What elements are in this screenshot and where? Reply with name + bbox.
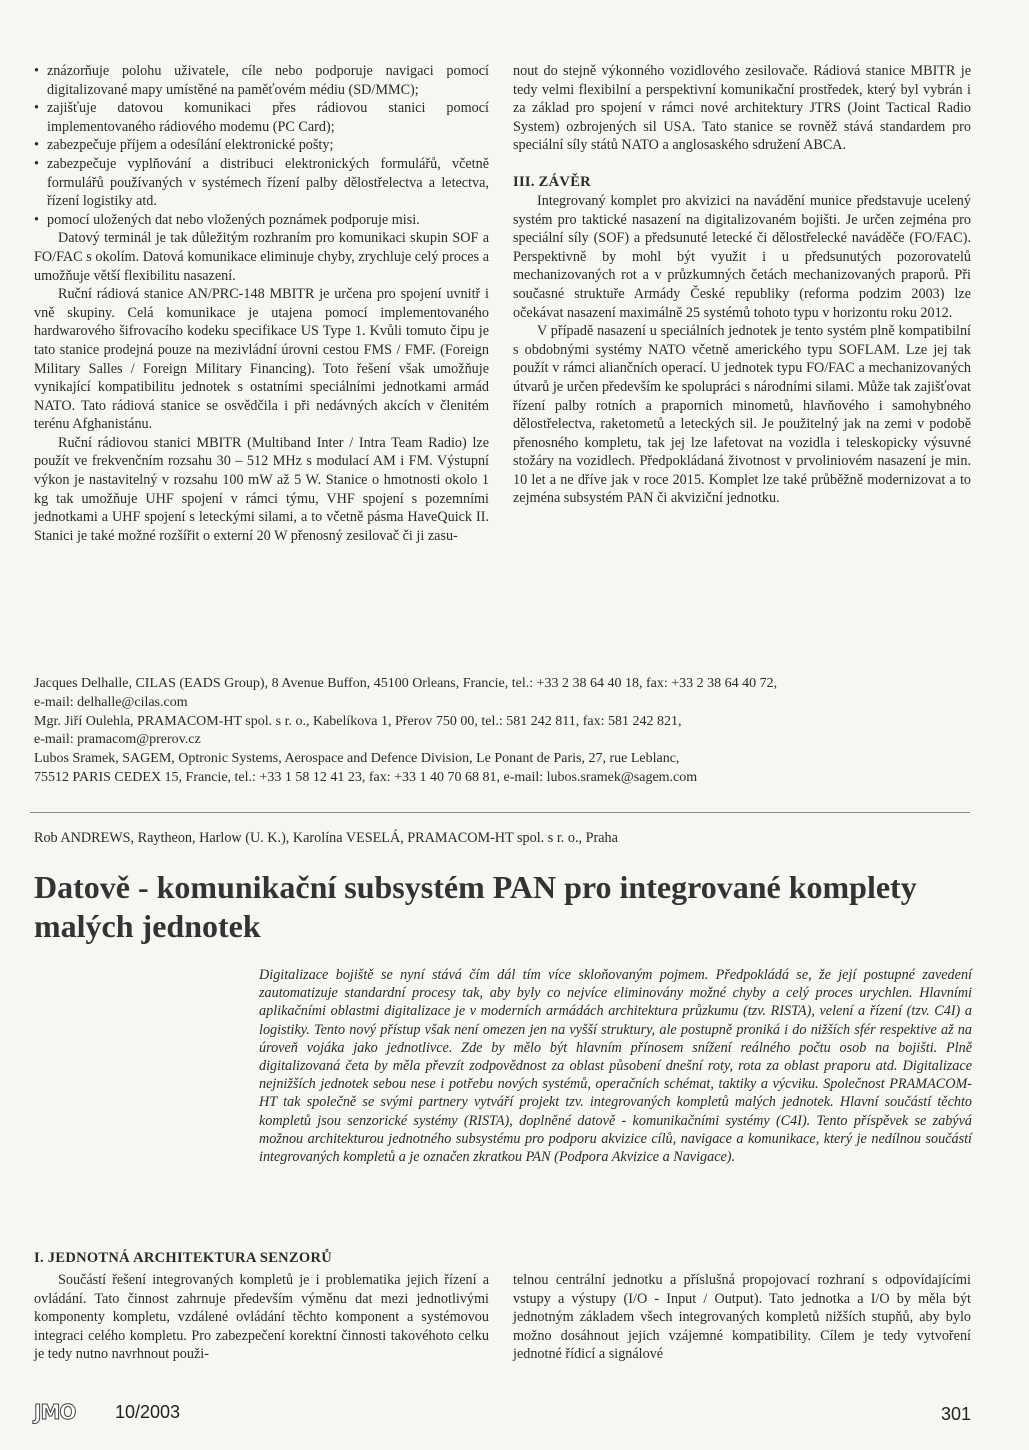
paragraph: Datový terminál je tak důležitým rozhraním pro komunikaci skupin SOF a FO/FAC s okolím. Datová komunikace eliminuje chyby, zrychluje celý proces a umožňuje větší flexibilitu nasazení. [34,230,489,284]
left-column [34,62,489,545]
bullet-item: • zabezpečuje vyplňování a distribuci elektronických formulářů, včetně formulářů používaných v systémech řízení palby dělostřelectva a letectva, řízení logistiky atd. [34,155,489,211]
paragraph-continuation: telnou centrální jednotku a příslušná propojovací rozhraní s odpovídajícími vstupy a výstupy (I/O - Input / Output). Tato jednotka a I/O by měla být jednotným základem všech integrovaných kompletů nižších stupňů, aby bylo možno dosáhnout jejich vzájemné kompatibility. Cílem je tedy vytvoření jednotné řídicí a signálové [513,1272,971,1363]
contact-line: e-mail: delhalle@cilas.com [34,694,188,710]
paragraph: Integrovaný komplet pro akvizici na navádění munice představuje ucelený systém pro taktické nasazení na digitalizovaném bojišti. Je určen zejména pro speciální síly (SOF) a předsunuté letecké či dělostřelecké naváděče (FO/FAC). Perspektivně by mohl být využit i u předsunutých pozorovatelů mechanizovaných rot a v průzkumných četách mechanizovaných praporů. Při současné struktuře Armády České republiky (reforma podzim 2003) lze očekávat nasazení maximálně 25 systémů tohoto typu v horizontu roku 2012. [513,192,971,321]
right-column [513,62,971,508]
contact-line: 75512 PARIS CEDEX 15, Francie, tel.: +33 1 58 12 41 23, fax: +33 1 40 70 68 81, e-mail: lubos.sramek@sagem.com [34,769,698,785]
paragraph: V případě nasazení u speciálních jednotek je tento systém plně kompatibilní s obdobnými systémy NATO včetně amerického typu SOFLAM. Lze jej tak použít v rámci aliančních operací. U jednotek typu FO/FAC a mechanizovaných útvarů je určen především ke spolupráci s národními silami. Může tak zajišťovat řízení palby rotních a prapornich minometů, hlavňového i samohybného dělostřelectva, raketometů a leteckých sil. Je použitelný jak na zemi v podobě přenosného kompletu, tak jej lze lafetovat na vozidla i teleskopicky výsuvné stožáry na vozidlech. Předpokládaná životnost v prvoliniovém nasazení je min. 10 let a ne dříve jak v roce 2015. Komplet lze také průběžně modernizovat a to zejména subsystém PAN či akviziční jednotku. [513,323,971,507]
issue-number: 10/2003 [115,1402,181,1422]
feature-bullet-list [34,62,489,229]
bullet-item: • znázorňuje polohu uživatele, cíle nebo podporuje navigaci pomocí digitalizované mapy umístěné na paměťovém médiu (SD/MMC); [34,62,489,99]
journal-logo: JMO [34,1400,76,1424]
contact-line: Lubos Sramek, SAGEM, Optronic Systems, Aerospace and Defence Division, Le Ponant de Paris, 27, rue Leblanc, [34,751,680,767]
paragraph: Ruční rádiová stanice AN/PRC-148 MBITR je určena pro spojení uvnitř i vně skupiny. Celá komunikace je utajena pomocí implementovaného hardwarového šifrovacího kodeku specifikace US Type 1. Kvůli tomuto čipu je tato stanice prodejná pouze na mezivládní úrovni cestou FMS / FMF. (Foreign Military Salles / Foreign Military Financing). Toto řešení však umožňuje vynikající kompatibilitu jednotek s ostatními speciálními jednotkami armád NATO. Tato rádiová stanice se osvědčila i při nedávných akcích v členitém terénu Afghanistánu. [34,286,489,433]
bullet-item: • zajišťuje datovou komunikaci přes rádiovou stanici pomocí implementovaného rádiového modemu (PC Card); [34,99,489,136]
section-divider [30,812,970,813]
author-contacts [34,675,979,788]
article-authors: Rob ANDREWS, Raytheon, Harlow (U. K.), Karolína VESELÁ, PRAMACOM-HT spol. s r. o., Praha [34,830,618,846]
page-number: 301 [940,1404,971,1424]
bullet-item: • pomocí uložených dat nebo vložených poznámek podporuje misi. [34,211,489,230]
section-heading-conclusion: III. ZÁVĚR [513,173,591,190]
paragraph: Ruční rádiovou stanici MBITR (Multiband Inter / Intra Team Radio) lze použít ve frekvenčním rozsahu 30 – 512 MHz s modulací AM i FM. Výstupní výkon je nastavitelný v rozsahu 100 mW až 5 W. Stanice o hmotnosti okolo 1 kg tak umožňuje UHF spojení v rámci týmu, VHF spojení s pozemními jednotkami a UHF spojení s leteckými silami, a to včetně pásma HaveQuick II. Stanici je také možné rozšířit o externí 20 W přenosný zesilovač či ji zasu- [34,434,489,544]
bullet-item: • zabezpečuje příjem a odesílání elektronické pošty; [34,136,489,155]
article-title: Datově - komunikační subsystém PAN pro integrované komplety malých jednotek [34,869,917,944]
paragraph: Součástí řešení integrovaných kompletů je i problematika jejich řízení a ovládání. Tato činnost zahrnuje především výměnu dat mezi jednotlivými komponenty kompletu, vzdálené ovládání těchto komponent a systémovou integraci celého kompletu. Pro zabezpečení korektní činnosti takovéhoto celku je tedy nutno navrhnout použi- [34,1272,489,1363]
contact-line: e-mail: pramacom@prerov.cz [34,732,201,748]
section-heading: I. JEDNOTNÁ ARCHITEKTURA SENZORŮ [34,1250,333,1266]
contact-line: Mgr. Jiří Oulehla, PRAMACOM-HT spol. s r. o., Kabelíkova 1, Přerov 750 00, tel.: 581 242 811, fax: 581 242 821, [34,713,682,729]
contact-line: Jacques Delhalle, CILAS (EADS Group), 8 Avenue Buffon, 45100 Orleans, Francie, tel.: +33 2 38 64 40 18, fax: +33 2 38 64 40 72, [34,676,778,691]
paragraph-continuation: nout do stejně výkonného vozidlového zesilovače. Rádiová stanice MBITR je tedy velmi flexibilní a perspektivní komunikační prostředek, který byl vybrán i za základ pro spojení v rámci nové architektury JTRS (Joint Tactical Radio System) ozbrojených sil USA. Tato stanice se rovněž stává standardem pro speciální síly států NATO a anglosaského sdružení ABCA. [513,63,971,154]
article-abstract: Digitalizace bojiště se nyní stává čím dál tím více skloňovaným pojmem. Předpokládá se, že její postupné zavedení zautomatizuje standardní procesy tak, aby byly co nejvíce eliminovány možné chyby a celý proces urychlen. Hlavními aplikačními oblastmi digitalizace je v moderních armádách architektura průzkumu (tzv. RISTA), velení a řízení (tzv. C4I) a logistiky. Tento nový přístup však není omezen jen na vyšší struktury, ale postupně proniká i do nižších sfér respektive až na úroveň vojáka jako jednotlivce. Zde by mělo být hlavním přínosem snížení reálného počtu osob na bojišti. Plně digitalizovaná četa by měla převzít zodpovědnost za oblast působení dnešní roty, rota za oblast praporu atd. Digitalizace nejnižších jednotek sebou nese i potřebu nových systémů, operačních schémat, taktiky a výcviku. Společnost PRAMACOM-HT tak společně se svými partnery vytváří projekt tzv. integrovaných kompletů malých jednotek. Hlavní součástí těchto kompletů jsou senzorické systémy (RISTA), doplněné datově - komunikačními systémy (C4I). Tento příspěvek se zabývá možnou architekturou jednotného subsystému pro podporu akvizice cílů, navigace a komunikace, který je nedílnou součástí integrovaných kompletů a je označen zkratkou PAN (Podpora Akvizice a Navigace). [259,967,972,1166]
